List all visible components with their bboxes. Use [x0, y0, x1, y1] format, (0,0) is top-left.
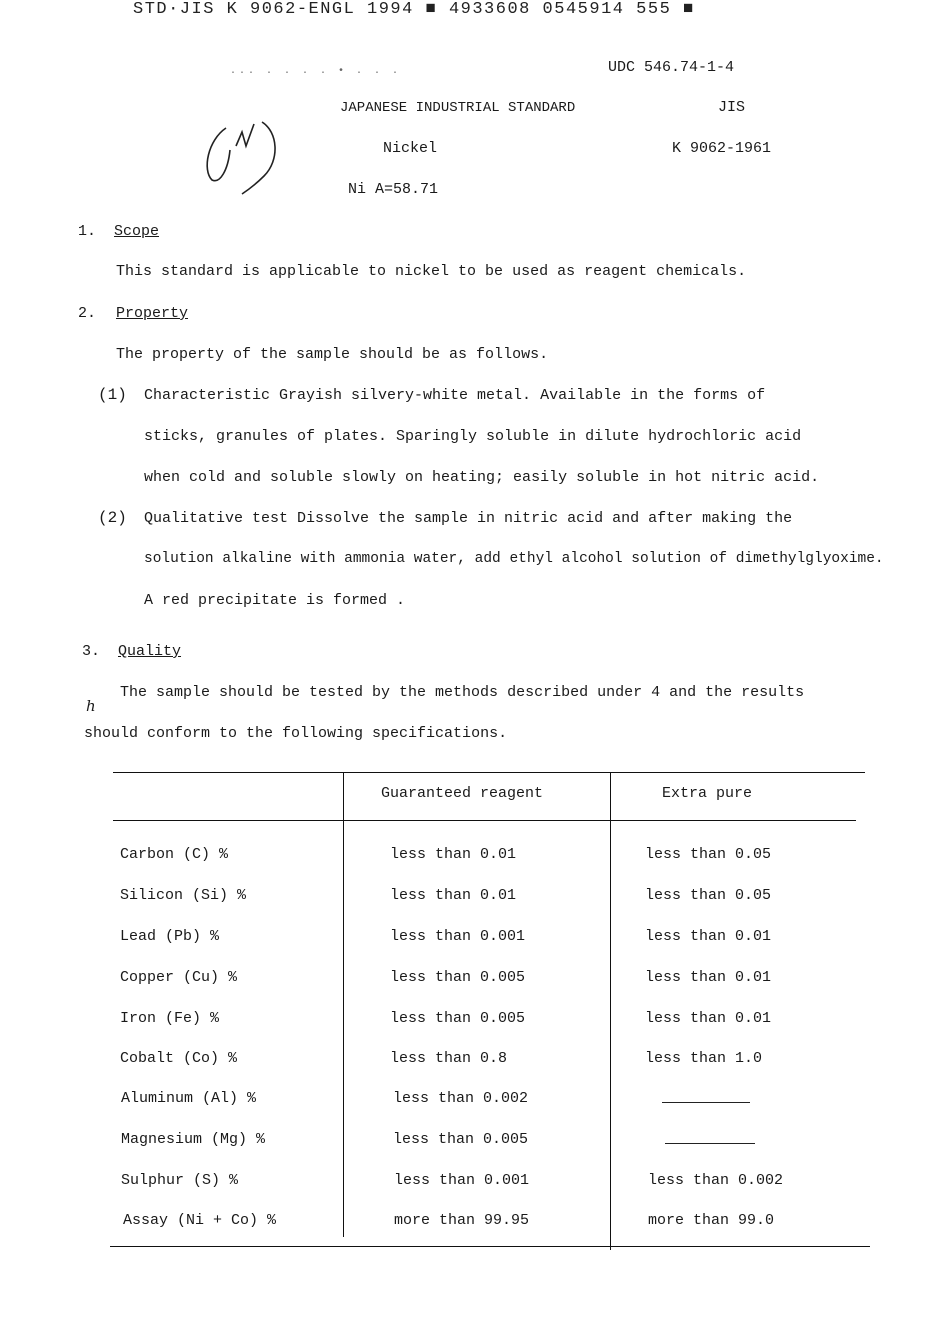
handwritten-mark: h: [86, 697, 96, 715]
row-item: Cobalt (Co) %: [120, 1050, 238, 1067]
scope-text: This standard is applicable to nickel to be used as reagent chemicals.: [116, 263, 747, 280]
section-number: 1.: [78, 223, 97, 240]
row-guaranteed-value: less than 0.002: [393, 1090, 529, 1107]
row-item: Carbon (C) %: [120, 846, 229, 863]
section-number: 3.: [82, 643, 101, 660]
table-bottom-rule: [110, 1246, 870, 1247]
qualitative-line-1: Qualitative test Dissolve the sample in nitric acid and after making the: [144, 510, 793, 527]
row-item: Copper (Cu) %: [120, 969, 238, 986]
standard-title: JAPANESE INDUSTRIAL STANDARD: [340, 100, 576, 116]
quality-line-2: should conform to the following specifications.: [84, 725, 508, 742]
scan-dots: ... . . . . • . . .: [230, 66, 402, 77]
table-column-divider: [610, 772, 611, 1250]
item-number: (1): [98, 386, 127, 404]
qualitative-line-2: solution alkaline with ammonia water, add ethyl alcohol solution of dimethylglyoxime.: [144, 551, 884, 567]
characteristic-line-3: when cold and soluble slowly on heating; easily soluble in hot nitric acid.: [144, 469, 820, 486]
row-extra-pure-value: more than 99.0: [648, 1212, 775, 1229]
jis-label: JIS: [718, 99, 746, 116]
table-column-divider: [343, 772, 344, 1237]
table-top-rule: [113, 772, 865, 773]
row-guaranteed-value: less than 0.001: [390, 928, 526, 945]
row-guaranteed-value: less than 0.01: [390, 846, 517, 863]
handwritten-signature: [198, 110, 288, 200]
row-guaranteed-value: less than 0.8: [390, 1050, 508, 1067]
characteristic-line-2: sticks, granules of plates. Sparingly soluble in dilute hydrochloric acid: [144, 428, 802, 445]
row-item: Sulphur (S) %: [121, 1172, 239, 1189]
document-code-line: STD·JIS K 9062-ENGL 1994 ■ 4933608 0545914 555 ■: [133, 0, 695, 19]
section-title-quality: Quality: [118, 643, 182, 660]
section-title-property: Property: [116, 305, 189, 322]
section-number: 2.: [78, 305, 97, 322]
quality-line-1: The sample should be tested by the methods described under 4 and the results: [120, 684, 805, 701]
row-item: Assay (Ni + Co) %: [123, 1212, 277, 1229]
row-guaranteed-value: less than 0.005: [390, 1010, 526, 1027]
section-title-scope: Scope: [114, 223, 160, 240]
table-header-rule: [113, 820, 856, 821]
row-guaranteed-value: less than 0.005: [393, 1131, 529, 1148]
row-guaranteed-value: more than 99.95: [394, 1212, 530, 1229]
qualitative-line-3: A red precipitate is formed .: [144, 592, 406, 609]
row-extra-pure-value: less than 0.01: [645, 928, 772, 945]
empty-value-dash: [665, 1143, 755, 1144]
udc-number: UDC 546.74-1-4: [608, 59, 735, 76]
column-header-guaranteed: Guaranteed reagent: [381, 785, 544, 802]
chemical-formula: Ni A=58.71: [348, 181, 439, 198]
jis-number: K 9062-1961: [672, 140, 772, 157]
row-item: Iron (Fe) %: [120, 1010, 220, 1027]
characteristic-line-1: Characteristic Grayish silvery-white metal. Available in the forms of: [144, 387, 766, 404]
substance-name: Nickel: [383, 140, 438, 157]
row-extra-pure-value: less than 0.05: [645, 846, 772, 863]
property-intro: The property of the sample should be as follows.: [116, 346, 549, 363]
column-header-extra-pure: Extra pure: [662, 785, 753, 802]
row-item: Aluminum (Al) %: [121, 1090, 257, 1107]
row-guaranteed-value: less than 0.01: [390, 887, 517, 904]
row-item: Silicon (Si) %: [120, 887, 247, 904]
row-extra-pure-value: less than 0.01: [645, 969, 772, 986]
row-extra-pure-value: less than 0.002: [648, 1172, 784, 1189]
empty-value-dash: [662, 1102, 750, 1103]
row-guaranteed-value: less than 0.005: [390, 969, 526, 986]
row-extra-pure-value: less than 0.01: [645, 1010, 772, 1027]
row-extra-pure-value: less than 0.05: [645, 887, 772, 904]
row-item: Lead (Pb) %: [120, 928, 220, 945]
row-extra-pure-value: less than 1.0: [645, 1050, 763, 1067]
row-item: Magnesium (Mg) %: [121, 1131, 266, 1148]
row-guaranteed-value: less than 0.001: [394, 1172, 530, 1189]
item-number: (2): [98, 509, 127, 527]
